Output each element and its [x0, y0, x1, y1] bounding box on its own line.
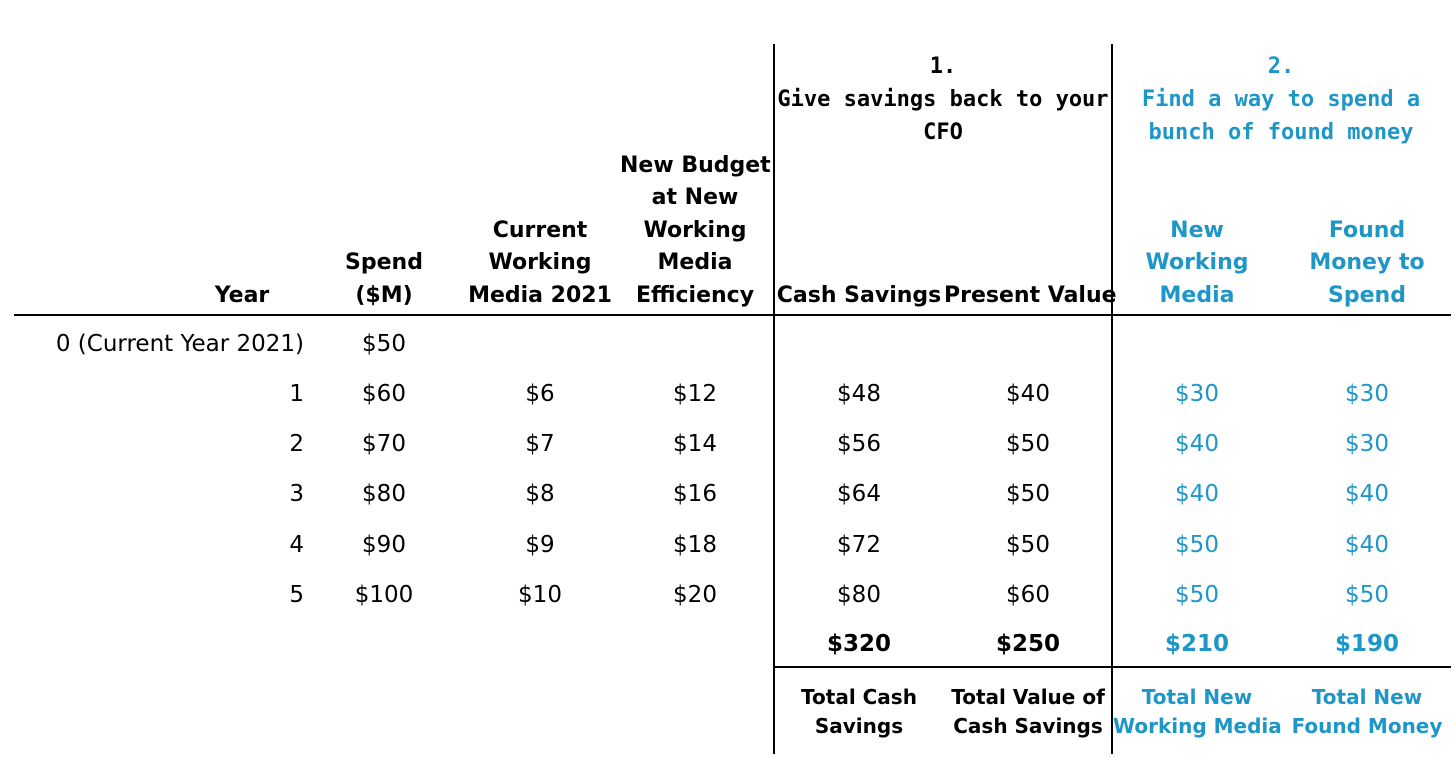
table-cell-year: 1: [289, 381, 304, 407]
footer-label-total-new-found-money: Total New Found Money: [1291, 685, 1443, 738]
group-header-found-money: 2. Find a way to spend a bunch of found money: [1141, 54, 1421, 145]
header-rule: [14, 314, 1451, 316]
table-cell-current-working-media: $8: [525, 481, 555, 507]
column-header-new-budget: New Budget at New Working Media Efficiency: [620, 152, 771, 308]
table-cell-found-money: $30: [1345, 381, 1389, 407]
column-header-year: Year: [214, 282, 270, 308]
total-found-money: $190: [1334, 631, 1399, 657]
table-cell-new-working-media: $40: [1175, 431, 1219, 457]
table-cell-spend: $100: [354, 582, 414, 608]
totals-rule: [773, 666, 1451, 668]
table-cell-spend: $70: [362, 431, 406, 457]
table-cell-found-money: $30: [1345, 431, 1389, 457]
table-cell-spend: $80: [362, 481, 406, 507]
column-header-current-working-media: Current Working Media 2021: [468, 217, 612, 308]
table-cell-new-working-media: $40: [1175, 481, 1219, 507]
table-cell-year: 0 (Current Year 2021): [55, 331, 304, 357]
footer-label-total-new-working-media: Total New Working Media: [1113, 685, 1282, 738]
table-cell-new-working-media: $30: [1175, 381, 1219, 407]
table-cell-new-budget: $14: [673, 431, 717, 457]
column-header-spend: Spend ($M): [345, 250, 423, 308]
table-cell-present-value: $50: [1006, 481, 1050, 507]
table-cell-found-money: $40: [1345, 532, 1389, 558]
table-cell-new-budget: $18: [673, 532, 717, 558]
table-cell-new-working-media: $50: [1175, 582, 1219, 608]
table-cell-year: 4: [289, 532, 304, 558]
column-header-present-value: Present Value: [944, 282, 1117, 308]
divider-vertical-cfo: [773, 44, 775, 754]
table-cell-found-money: $50: [1345, 582, 1389, 608]
table-cell-cash-savings: $72: [837, 532, 881, 558]
column-header-found-money: Found Money to Spend: [1309, 217, 1425, 308]
footer-label-total-value-cash-savings: Total Value of Cash Savings: [951, 685, 1105, 738]
total-cash-savings: $320: [826, 631, 891, 657]
group-header-cfo: 1. Give savings back to your CFO: [777, 54, 1109, 145]
column-header-cash-savings: Cash Savings: [776, 282, 942, 308]
column-header-new-working-media: New Working Media: [1145, 217, 1249, 308]
table-cell-current-working-media: $9: [525, 532, 555, 558]
table-cell-year: 2: [289, 431, 304, 457]
table-cell-new-budget: $20: [673, 582, 717, 608]
table-cell-cash-savings: $48: [837, 381, 881, 407]
table-cell-new-working-media: $50: [1175, 532, 1219, 558]
table-cell-cash-savings: $56: [837, 431, 881, 457]
total-new-working-media: $210: [1164, 631, 1229, 657]
table-cell-new-budget: $12: [673, 381, 717, 407]
table-cell-present-value: $50: [1006, 532, 1050, 558]
total-present-value: $250: [995, 631, 1060, 657]
table-cell-cash-savings: $64: [837, 481, 881, 507]
table-cell-year: 3: [289, 481, 304, 507]
table-cell-current-working-media: $10: [518, 582, 562, 608]
table-cell-cash-savings: $80: [837, 582, 881, 608]
table-cell-spend: $90: [362, 532, 406, 558]
table-cell-present-value: $50: [1006, 431, 1050, 457]
table-cell-found-money: $40: [1345, 481, 1389, 507]
table-cell-current-working-media: $6: [525, 381, 555, 407]
footer-label-total-cash-savings: Total Cash Savings: [801, 685, 917, 738]
table-cell-new-budget: $16: [673, 481, 717, 507]
table-cell-present-value: $60: [1006, 582, 1050, 608]
table-cell-spend: $50: [362, 331, 406, 357]
table-cell-year: 5: [289, 582, 304, 608]
table-cell-current-working-media: $7: [525, 431, 555, 457]
table-cell-spend: $60: [362, 381, 406, 407]
table-cell-present-value: $40: [1006, 381, 1050, 407]
